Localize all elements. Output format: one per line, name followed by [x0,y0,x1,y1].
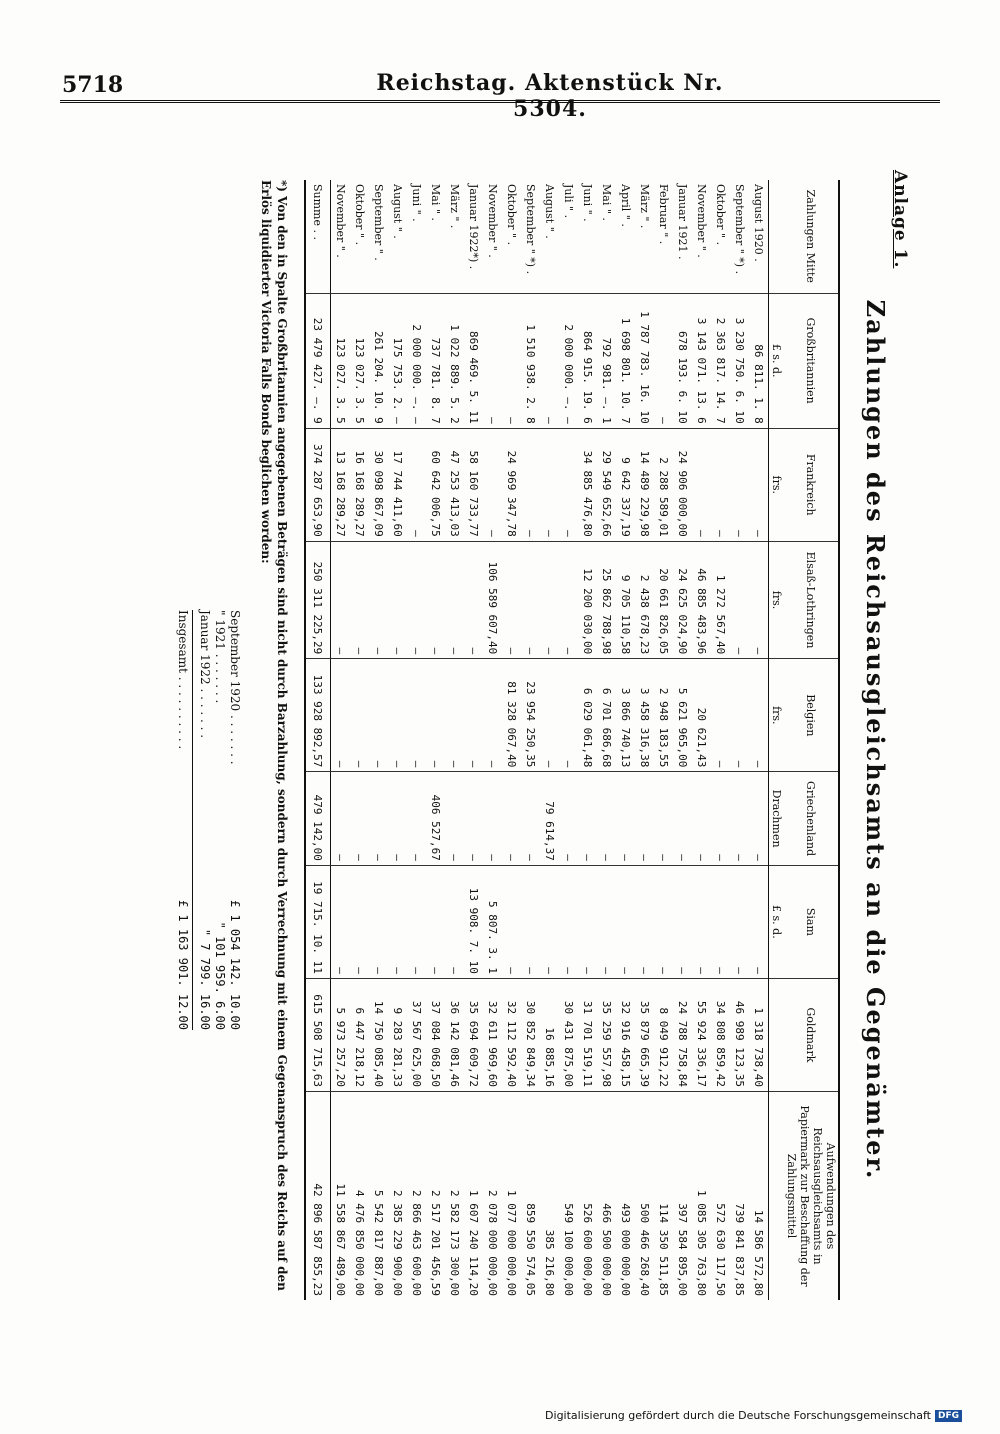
page-number: 5718 [62,72,124,98]
total-cell: 19 715. 10. 11 [305,865,331,978]
amount-cell: — [369,541,388,659]
total-cell: 133 928 892,57 [305,659,331,772]
amount-cell: — [407,428,426,541]
amount-cell: — [407,541,426,659]
amount-cell: 2 948 183,55 [654,659,673,772]
amount-cell: 2 866 463 600,00 [407,1092,426,1301]
column-header: Frankreich [784,428,839,541]
table-row [559,180,578,1300]
month-cell: März " . [638,184,651,229]
amount-cell: — [502,865,521,978]
amount-cell: — [350,865,369,978]
table-row [426,180,445,1300]
amount-cell: — [350,772,369,866]
column-unit: Drachmen [769,772,785,866]
amount-cell: 5 973 257,20 [331,978,351,1091]
amount-cell: — [502,772,521,866]
amount-cell: — [654,865,673,978]
amount-cell: — [559,865,578,978]
amount-cell: — [388,772,407,866]
amount-cell: — [749,865,769,978]
month-cell: August " . [391,184,404,239]
amount-cell: — [749,541,769,659]
amount-cell: 32 112 592,40 [502,978,521,1091]
column-unit: £ s. d. [769,293,785,428]
amount-cell: — [673,865,692,978]
amount-cell: — [407,659,426,772]
bond-breakdown [175,610,242,1030]
column-headers [784,180,839,1300]
running-title: Reichstag. Aktenstück Nr. 5304. [376,70,724,122]
annex-label: Anlage 1. [890,170,910,269]
amount-cell: 1 698 801. 10. 7 [616,293,635,428]
amount-cell: 466 500 000,00 [597,1092,616,1301]
amount-cell: — [711,659,730,772]
column-header: Zahlungen Mitte [784,180,839,293]
amount-cell: 2 000 000. —. — [407,293,426,428]
breakdown-row [197,610,212,1030]
column-header: Großbritannien [784,293,839,428]
table-row [692,180,711,1300]
month-cell: Oktober " . [505,184,518,246]
amount-cell: 3 230 750. 6. 10 [730,293,749,428]
amount-cell: 30 431 875,00 [559,978,578,1091]
amount-cell: — [426,659,445,772]
amount-cell: — [407,772,426,866]
month-cell: Juni " . [410,184,423,222]
amount-cell: — [673,772,692,866]
total-row [305,180,331,1300]
breakdown-label: " 1921 . . . . . . . [213,610,227,704]
amount-cell: 32 916 458,15 [616,978,635,1091]
amount-cell: 9 642 337,19 [616,428,635,541]
amount-cell: 493 000 000,00 [616,1092,635,1301]
amount-cell: 261 204. 10. 9 [369,293,388,428]
amount-cell: 35 694 609,72 [464,978,483,1091]
month-cell: August " . [543,184,556,239]
amount-cell: — [388,865,407,978]
table-row [749,180,769,1300]
amount-cell: 114 350 511,85 [654,1092,673,1301]
table-row [445,180,464,1300]
amount-cell: 36 142 081,46 [445,978,464,1091]
column-unit: frs. [769,428,785,541]
page-header [60,64,940,122]
amount-cell: 37 084 068,50 [426,978,445,1091]
table-row [616,180,635,1300]
amount-cell: — [464,772,483,866]
amount-cell: — [388,541,407,659]
amount-cell: 24 788 758,84 [673,978,692,1091]
amount-cell: 385 216,80 [540,1092,559,1301]
column-unit [769,180,785,293]
amount-cell: 9 705 110,58 [616,541,635,659]
amount-cell: 25 862 788,98 [597,541,616,659]
footer-credit-text: Digitalisierung gefördert durch die Deutsche Forschungsgemeinschaft [545,1409,931,1422]
amount-cell: — [559,428,578,541]
amount-cell: 3 458 316,38 [635,659,654,772]
breakdown-total-label: Insgesamt . . . . . . . . . . [176,610,190,750]
amount-cell: — [331,659,351,772]
amount-cell: — [331,865,351,978]
header-rule [60,100,940,103]
amount-cell: 549 100 000,00 [559,1092,578,1301]
amount-cell: — [730,659,749,772]
amount-cell: — [483,293,502,428]
amount-cell: 406 527,67 [426,772,445,866]
amount-cell: 572 630 117,50 [711,1092,730,1301]
amount-cell: — [350,541,369,659]
breakdown-value: £ 1 054 142. 10.00 [228,899,242,1030]
amount-cell: — [369,772,388,866]
column-header: Elsaß-Lothringen [784,541,839,659]
amount-cell: 30 098 867,09 [369,428,388,541]
amount-cell: 1 022 889. 5. 2 [445,293,464,428]
dfg-logo: DFG [935,1410,962,1422]
amount-cell: 678 193. 6. 10 [673,293,692,428]
amount-cell: 35 879 665,39 [635,978,654,1091]
amount-cell: — [445,659,464,772]
amount-cell: — [559,772,578,866]
footer-credit [545,1409,962,1422]
amount-cell: — [502,541,521,659]
amount-cell: 5 542 817 887,00 [369,1092,388,1301]
table-row [635,180,654,1300]
amount-cell: 46 989 123,35 [730,978,749,1091]
month-cell: Januar 1921 . [676,184,689,260]
amount-cell: — [369,865,388,978]
month-cell: Januar 1922*) . [467,184,480,270]
month-cell: Mai " . [429,184,442,221]
column-unit: £ s. d. [769,865,785,978]
rotated-table-block [90,170,910,1310]
amount-cell: — [426,541,445,659]
amount-cell: — [407,865,426,978]
month-cell: September " . [372,184,385,261]
amount-cell: — [616,865,635,978]
column-header: Griechenland [784,772,839,866]
amount-cell: 2 385 229 900,00 [388,1092,407,1301]
amount-cell: 4 476 850 000,00 [350,1092,369,1301]
amount-cell: — [426,865,445,978]
amount-cell: 55 924 336,17 [692,978,711,1091]
amount-cell: 24 625 024,90 [673,541,692,659]
amount-cell: 20 661 826,05 [654,541,673,659]
amount-cell: — [711,865,730,978]
amount-cell: 14 586 572,80 [749,1092,769,1301]
column-unit: frs. [769,659,785,772]
breakdown-row [227,610,242,1030]
amount-cell: — [749,659,769,772]
table-row [388,180,407,1300]
amount-cell: 16 885,16 [540,978,559,1091]
amount-cell: 34 808 859,42 [711,978,730,1091]
breakdown-row [212,610,227,1030]
amount-cell: 106 589 607,40 [483,541,502,659]
amount-cell: — [369,659,388,772]
column-header: Aufwendungen des Reichsausgleichsamts in Papiermark zur Beschaffung der Zahlungsmittel [784,1092,839,1301]
total-cell: 479 142,00 [305,772,331,866]
month-cell: April " . [619,184,632,227]
breakdown-value: " 7 799. 16.00 [198,928,212,1030]
amount-cell: 739 841 837,85 [730,1092,749,1301]
amount-cell: 11 558 867 489,00 [331,1092,351,1301]
amount-cell: 31 701 519,11 [578,978,597,1091]
amount-cell: — [502,293,521,428]
amount-cell: 29 549 652,66 [597,428,616,541]
table-body [331,180,769,1300]
amount-cell: 86 811. 1. 8 [749,293,769,428]
table-row [578,180,597,1300]
amount-cell: 60 642 006,75 [426,428,445,541]
table-row [407,180,426,1300]
table-title: Zahlungen des Reichsausgleichsamts an die Gegenämter. [861,299,890,1181]
amount-cell: — [730,428,749,541]
amount-cell: 24 906 000,00 [673,428,692,541]
amount-cell: 23 954 250,35 [521,659,540,772]
amount-cell: — [464,659,483,772]
breakdown-label: Januar 1922 . . . . . . . [198,610,212,739]
amount-cell: — [521,865,540,978]
amount-cell: — [521,428,540,541]
amount-cell: 14 489 229,98 [635,428,654,541]
amount-cell: 123 027. 3. 5 [350,293,369,428]
amount-cell: 864 915. 19. 6 [578,293,597,428]
amount-cell: — [654,293,673,428]
month-cell: März " . [448,184,461,229]
amount-cell: 792 981. —. 1 [597,293,616,428]
amount-cell: — [331,772,351,866]
month-cell: November " . [695,184,708,258]
amount-cell: — [540,865,559,978]
table-row [673,180,692,1300]
amount-cell: 123 027. 3. 5 [331,293,351,428]
amount-cell: 1 510 938. 2. 8 [521,293,540,428]
amount-cell: — [749,772,769,866]
amount-cell: 20 621,43 [692,659,711,772]
amount-cell: 2 517 201 456,59 [426,1092,445,1301]
amount-cell: — [692,428,711,541]
column-unit: frs. [769,541,785,659]
month-cell: November " . [486,184,499,258]
amount-cell: 12 200 030,00 [578,541,597,659]
amount-cell: 3 143 071. 13. 6 [692,293,711,428]
amount-cell: 1 077 000 000,00 [502,1092,521,1301]
amount-cell: 13 908. 7. 10 [464,865,483,978]
amount-cell: — [521,772,540,866]
amount-cell: 2 438 678,23 [635,541,654,659]
amount-cell: 6 447 218,12 [350,978,369,1091]
amount-cell: — [483,659,502,772]
amount-cell: — [540,293,559,428]
amount-cell: — [597,865,616,978]
column-header: Belgien [784,659,839,772]
month-cell: August 1920 . [752,184,765,262]
amount-cell: — [483,428,502,541]
amount-cell: — [331,541,351,659]
amount-cell: 14 750 085,40 [369,978,388,1091]
amount-cell: — [635,865,654,978]
column-unit [769,1092,785,1301]
amount-cell: 175 753. 2. — [388,293,407,428]
breakdown-value: " 101 959. 6.00 [213,921,227,1030]
breakdown-label: September 1920 . . . . . . . [228,610,242,765]
amount-cell: 32 611 969,60 [483,978,502,1091]
payments-table [304,180,840,1300]
amount-cell: — [654,772,673,866]
amount-cell: — [578,772,597,866]
amount-cell: — [635,772,654,866]
amount-cell: 35 259 557,98 [597,978,616,1091]
amount-cell: 6 029 061,48 [578,659,597,772]
amount-cell: 3 866 740,13 [616,659,635,772]
month-cell: Juli " . [562,184,575,219]
month-cell: Oktober " . [714,184,727,246]
amount-cell: 2 288 589,01 [654,428,673,541]
amount-cell: 5 807. 3. 1 [483,865,502,978]
breakdown-total-row [175,610,193,1030]
amount-cell: — [540,428,559,541]
amount-cell: 24 969 347,78 [502,428,521,541]
amount-cell: — [711,428,730,541]
column-unit [769,978,785,1091]
table-row [483,180,502,1300]
table-row [350,180,369,1300]
table-row [502,180,521,1300]
month-cell: Februar " . [657,184,670,245]
amount-cell: 2 000 000. —. — [559,293,578,428]
total-cell: Summe . . [305,180,331,293]
amount-cell: — [711,772,730,866]
amount-cell: 16 168 289,27 [350,428,369,541]
total-cell: 374 287 653,90 [305,428,331,541]
month-cell: Juni " . [581,184,594,222]
month-cell: Oktober " . [353,184,366,246]
amount-cell: 81 328 067,40 [502,659,521,772]
amount-cell: 1 272 567,40 [711,541,730,659]
amount-cell: — [445,772,464,866]
column-units [769,180,785,1300]
table-row [464,180,483,1300]
amount-cell: 58 160 733,77 [464,428,483,541]
amount-cell: — [350,659,369,772]
amount-cell: 5 621 965,00 [673,659,692,772]
table-row [369,180,388,1300]
amount-cell: 46 885 483,96 [692,541,711,659]
total-cell: 250 311 225,29 [305,541,331,659]
amount-cell: 37 567 625,00 [407,978,426,1091]
table-row [654,180,673,1300]
total-cell: 42 896 587 855,23 [305,1092,331,1301]
amount-cell: 2 078 000 000,00 [483,1092,502,1301]
month-cell: November " . [334,184,347,258]
column-header: Siam [784,865,839,978]
total-cell: 615 508 715,63 [305,978,331,1091]
amount-cell: 47 253 413,03 [445,428,464,541]
amount-cell: 1 787 783. 16. 10 [635,293,654,428]
breakdown-total-value: £ 1 163 901. 12.00 [176,899,190,1030]
amount-cell: — [749,428,769,541]
amount-cell: 2 363 817. 14. 7 [711,293,730,428]
amount-cell: — [730,865,749,978]
amount-cell: — [521,541,540,659]
amount-cell: — [540,541,559,659]
amount-cell: 13 168 289,27 [331,428,351,541]
table-row [540,180,559,1300]
amount-cell: 526 600 000,00 [578,1092,597,1301]
table-row [331,180,351,1300]
amount-cell: — [730,772,749,866]
month-cell: September " *) . [524,184,537,275]
amount-cell: 79 614,37 [540,772,559,866]
amount-cell: 1 607 240 114,20 [464,1092,483,1301]
amount-cell: 8 049 912,22 [654,978,673,1091]
amount-cell: 30 852 849,34 [521,978,540,1091]
amount-cell: 2 582 173 300,00 [445,1092,464,1301]
amount-cell: — [692,772,711,866]
amount-cell: 1 318 738,40 [749,978,769,1091]
amount-cell: — [692,865,711,978]
amount-cell: 397 584 895,00 [673,1092,692,1301]
month-cell: September " *) . [733,184,746,275]
amount-cell: — [597,772,616,866]
table-row [711,180,730,1300]
amount-cell: — [388,659,407,772]
amount-cell: — [445,541,464,659]
amount-cell: 1 085 305 763,80 [692,1092,711,1301]
footnote: *) Von den in Spalte Großbritannien angegebenen Beträgen sind nicht durch Barzahlung, sondern durch Verrechnung mit einem Gegenanspruch des Reichs auf den Erlös liquidierter Victoria Falls Bonds beglichen worden: [259,180,289,1291]
table-row [730,180,749,1300]
amount-cell: — [559,541,578,659]
table-row [597,180,616,1300]
amount-cell: 869 469. 5. 11 [464,293,483,428]
amount-cell: 737 781. 8. 7 [426,293,445,428]
column-header: Goldmark [784,978,839,1091]
amount-cell: — [578,865,597,978]
amount-cell: 500 466 268,40 [635,1092,654,1301]
amount-cell: — [730,541,749,659]
table-row [521,180,540,1300]
amount-cell: — [616,772,635,866]
amount-cell: — [559,659,578,772]
amount-cell: 859 550 574,05 [521,1092,540,1301]
amount-cell: 9 283 281,33 [388,978,407,1091]
amount-cell: — [483,772,502,866]
month-cell: Mai " . [600,184,613,221]
amount-cell: — [464,541,483,659]
amount-cell: 34 885 476,80 [578,428,597,541]
amount-cell: — [445,865,464,978]
total-cell: 23 479 427. —. 9 [305,293,331,428]
amount-cell: 6 701 686,68 [597,659,616,772]
amount-cell: — [540,659,559,772]
amount-cell: 17 744 411,60 [388,428,407,541]
